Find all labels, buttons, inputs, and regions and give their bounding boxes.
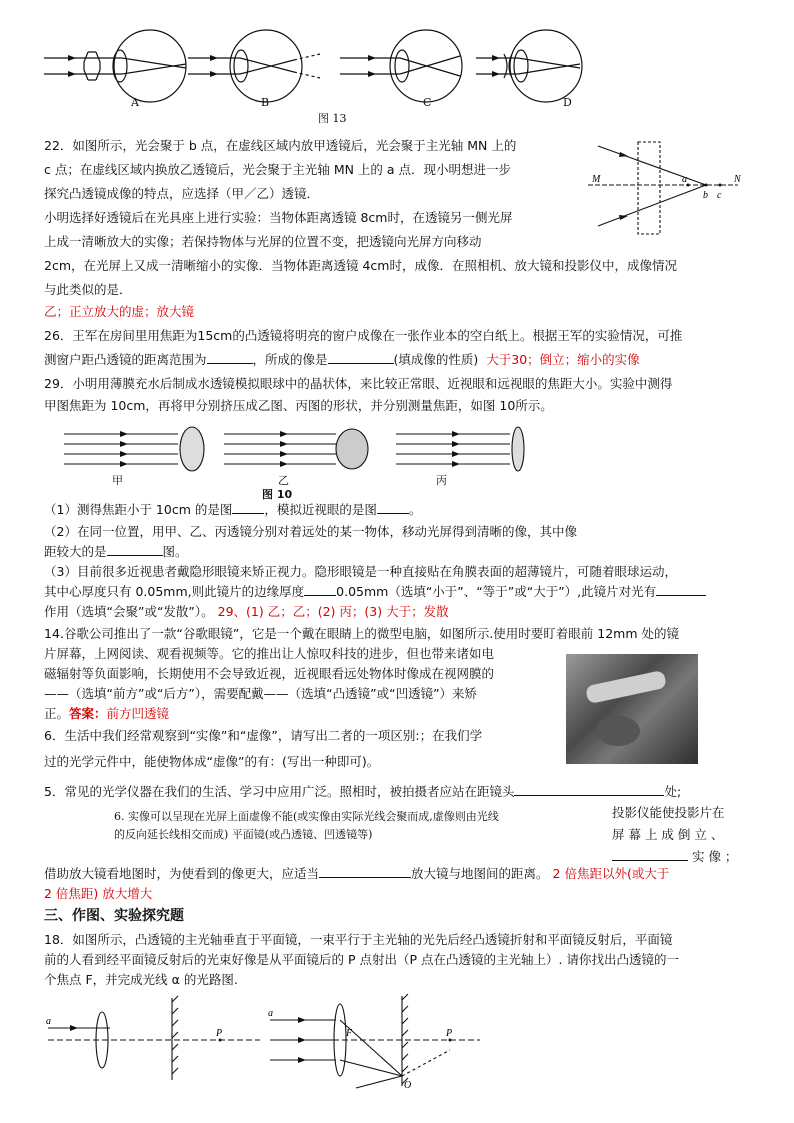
fig10-label-yi: 乙 [278,474,289,487]
q29-p3-text-c: 作用（选填“会聚”或“发散”）。 [44,604,214,619]
q22-answer: 乙；正立放大的虚；放大镜 [44,304,195,319]
q29-p2-text-a: 距较大的是 [44,544,107,559]
q22-line-3: 探究凸透镜成像的特点，应选择（甲／乙）透镜． [44,186,320,201]
q18-fig-o: O [404,1080,412,1091]
figure-10-water-lenses [60,422,540,494]
q29-p1-text-a: （1）测得焦距小于 10cm 的是图 [44,502,233,517]
q14-line-1: 14.谷歌公司推出了一款“谷歌眼镜”，它是一个戴在眼睛上的微型电脑，如图所示.使用时要盯着眼前 12mm 处的镜 [44,626,680,641]
q5-last-text-a: 借助放大镜看地图时，为使看到的像更大，应适当 [44,866,320,881]
q29-part-1 [44,500,421,520]
q29-answer: 29、(1) 乙；乙；(2) 丙；(3) 大于；发散 [217,604,449,619]
q26-line-1: 26．王军在房间里用焦距为15cm的凸透镜将明亮的窗户成像在一张作业本的空白纸上。根据王军的实验情况，可推 [44,328,683,343]
fig10-label-bing: 丙 [436,474,447,487]
q14-line-5 [44,704,169,724]
q5-right-line-2: 屏 幕 上 成 倒 立 、 [612,827,724,842]
q29-p1-blank-1[interactable] [232,501,264,514]
q29-p3-blank-2[interactable] [656,583,706,596]
q5-blank-1[interactable] [514,783,664,796]
q18-line-2: 前的人看到经平面镜反射后的光束好像是从平面镜后的 P 点射出（P 点在凸透镜的主光轴上）. 请你找出凸透镜的一 [44,952,679,967]
q29-p3-text-b: 0.05mm（选填“小于”、“等于”或“大于”）,此镜片对光有 [336,584,657,599]
q14-last-prefix: 正。 [44,706,70,721]
q5-text-b: 处; [664,784,682,799]
q22-line-1: 22．如图所示，光会聚于 b 点，在虚线区域内放甲透镜后，光会聚于主光轴 MN 上的 [44,138,517,153]
inset-line-1: 6. 实像可以呈现在光屏上面虚像不能(或实像由实际光线会聚而成,虚像则由光线 [114,810,499,823]
q26-blank-2[interactable] [328,351,394,364]
q22-fig-b: b [703,190,708,201]
q6-line-2: 过的光学元件中，能使物体成“虚像”的有：(写出一种即可)。 [44,754,380,769]
q18-line-3: 个焦点 F，并完成光线 α 的光路图. [44,972,238,987]
fig13-label-c: C [423,96,432,109]
q22-lens-diagram [588,136,748,240]
section-3-title: 三、作图、实验探究题 [44,908,184,924]
q22-line-6: 2cm，在光屏上又成一清晰缩小的实像．当物体距离透镜 4cm时，成像．在照相机、放大镜和投影仪中，成像情况 [44,258,677,273]
inset-line-2: 的反向延长线相交而成) 平面镜(或凸透镜、凹透镜等) [114,828,373,841]
q26-line-2 [44,350,640,370]
q22-fig-c: c [717,190,722,201]
q26-blank-1[interactable] [207,351,253,364]
q29-p2-text-b: 图。 [162,544,188,559]
q18-fig-p1: P [216,1028,223,1039]
fig13-label-d: D [563,96,572,109]
q26-text-a: 测窗户距凸透镜的距离范围为 [44,352,207,367]
q18-lens-mirror-diagram [40,990,490,1090]
fig10-label-jia: 甲 [112,474,123,487]
q6-line-1: 6．生活中我们经常观察到“实像”和“虚像”，请写出二者的一项区别:；在我们学 [44,728,483,743]
q14-answer: 前方凹透镜 [106,706,170,721]
fig13-label-a: A [131,96,139,109]
q5-blank-3[interactable] [319,865,411,878]
q29-p1-blank-2[interactable] [377,501,409,514]
q29-p1-text-c: 。 [408,502,422,517]
q29-line-1: 29．小明用薄膜充水后制成水透镜模拟眼球中的晶状体，来比较正常眼、近视眼和远视眼的焦距大小。实验中测得 [44,376,673,391]
q26-text-c: (填成像的性质) [393,352,479,367]
q29-p2-blank[interactable] [107,543,163,556]
q29-part-2-line-2 [44,542,188,562]
q29-part-3-line-2 [44,582,706,602]
q22-line-2: c 点；在虚线区域内换放乙透镜后，光会聚于主光轴 MN 上的 a 点．现小明想进一步 [44,162,512,177]
fig13-caption: 图 13 [318,112,347,125]
q5-blank-2[interactable] [612,848,688,861]
q22-fig-m: M [592,174,601,185]
q5-right-line-3: 实 像 ； [691,849,738,864]
q29-line-2: 甲图焦距为 10cm，再将甲分别挤压成乙图、丙图的形状，并分别测量焦距，如图 10所示。 [44,398,553,413]
q5-answer-2: 2 倍焦距) 放大增大 [44,886,153,901]
q18-fig-a1: a [46,1016,51,1027]
q18-fig-f: F [346,1028,353,1039]
q14-line-4: ——（选填“前方”或“后方”），需要配戴——（选填“凸透镜”或“凹透镜”）来矫 [44,686,478,701]
q5-line-1 [44,782,681,802]
q22-line-5: 上成一清晰放大的实像；若保持物体与光屏的位置不变，把透镜向光屏方向移动 [44,234,482,249]
fig10-caption: 图 10 [262,488,293,501]
q5-text-a: 5．常见的光学仪器在我们的生活、学习中应用广泛。照相时，被拍摄者应站在距镜头 [44,784,515,799]
q5-right-line-1: 投影仪能使投影片在 [612,805,725,820]
google-glass-photo [566,654,698,764]
q5-line-last [44,864,669,884]
q26-text-b: ，所成的像是 [252,352,328,367]
q14-line-2: 片屏幕，上网阅读、观看视频等。它的推出让人惊叹科技的进步，但也带来诸如电 [44,646,495,661]
q5-right-column [612,802,737,868]
q29-p1-text-b: ，模拟近视眼的是图 [264,502,377,517]
q14-line-3: 磁辐射等负面影响，长期使用不会导致近视，近视眼看远处物体时像成在视网膜的 [44,666,495,681]
q5-last-text-b: 放大镜与地图间的距离。 [411,866,549,881]
q26-answer: 大于30；倒立；缩小的实像 [486,352,640,367]
q6-answer-inset [114,808,499,844]
q14-answer-label: 答案： [69,706,107,721]
q29-p3-blank-1[interactable] [304,583,336,596]
fig13-label-b: B [261,96,270,109]
q22-line-4: 小明选择好透镜后在光具座上进行实验：当物体距离透镜 8cm时，在透镜另一侧光屏 [44,210,513,225]
q22-fig-n: N [734,174,741,185]
q29-p3-text-a: 其中心厚度只有 0.05mm,则此镜片的边缘厚度 [44,584,305,599]
q29-part-2-line-1: （2）在同一位置，用甲、乙、丙透镜分别对着远处的某一物体，移动光屏得到清晰的像，其中像 [44,524,577,539]
q5-answer-1: 2 倍焦距以外(或大于 [552,866,670,881]
q22-fig-a: a [682,174,687,185]
q18-fig-p2: P [446,1028,453,1039]
q29-part-3-line-3 [44,602,449,622]
q18-fig-a2: a [268,1008,273,1019]
q18-line-1: 18．如图所示，凸透镜的主光轴垂直于平面镜，一束平行于主光轴的光先后经凸透镜折射和平面镜反射后，平面镜 [44,932,673,947]
q29-part-3-line-1: （3）目前很多近视患者戴隐形眼镜来矫正视力。隐形眼镜是一种直接贴在角膜表面的超薄镜片，可随着眼球运动， [44,564,677,579]
q22-line-7: 与此类似的是． [44,282,132,297]
